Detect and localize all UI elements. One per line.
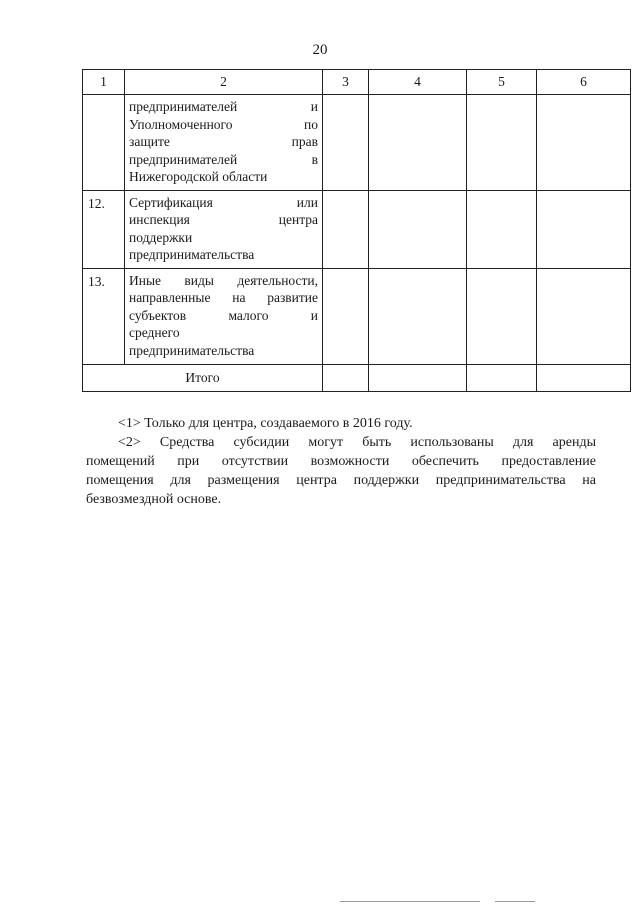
- header-cell: 1: [83, 70, 125, 95]
- value-cell: [323, 190, 369, 268]
- table-header-row: [83, 70, 631, 95]
- value-cell: [537, 190, 631, 268]
- footnote-line: <2> Средства субсидии могут быть использованы для аренды: [118, 435, 596, 450]
- row-description: [125, 95, 323, 191]
- page-number: 20: [312, 42, 328, 58]
- value-cell: [467, 268, 537, 364]
- header-cell: 6: [537, 70, 631, 95]
- value-cell: [467, 95, 537, 191]
- description-line: поддержки: [129, 229, 193, 245]
- header-cell: 2: [125, 70, 323, 95]
- value-cell: [369, 364, 467, 391]
- value-cell: [323, 364, 369, 391]
- value-cell: [537, 95, 631, 191]
- total-label: Итого: [83, 364, 323, 391]
- footnotes: [86, 414, 596, 509]
- description-line: субъектов малого и: [129, 307, 318, 323]
- table-row: [83, 268, 631, 364]
- description-line: предпринимательства: [129, 247, 255, 262]
- footnote-2: [86, 433, 596, 509]
- description-line: предпринимателей в: [129, 151, 318, 167]
- row-number: 12.: [83, 190, 125, 268]
- table-total-row: [83, 364, 631, 391]
- header-cell: 4: [369, 70, 467, 95]
- description-line: предпринимательства: [129, 342, 255, 358]
- description-line: среднего: [129, 325, 180, 340]
- value-cell: [467, 190, 537, 268]
- footnote-line: помещений при отсутствии возможности обеспечить предоставление: [86, 454, 596, 469]
- footnote-line: помещения для размещения центра поддержки предпринимательства на: [86, 473, 596, 488]
- header-cell: 3: [323, 70, 369, 95]
- value-cell: [369, 190, 467, 268]
- value-cell: [369, 95, 467, 191]
- description-line: Уполномоченного по: [129, 116, 318, 132]
- value-cell: [537, 268, 631, 364]
- value-cell: [537, 364, 631, 391]
- row-number: [83, 95, 125, 191]
- value-cell: [369, 268, 467, 364]
- scan-artifact: [340, 901, 480, 902]
- row-number: 13.: [83, 268, 125, 364]
- scan-artifact: [495, 901, 535, 902]
- description-line: Нижегородской области: [129, 169, 268, 184]
- description-line: инспекция центра: [129, 212, 318, 227]
- description-line: Сертификация или: [129, 194, 318, 210]
- description-line: направленные на развитие: [129, 290, 318, 305]
- table-row: [83, 190, 631, 268]
- description-line: Иные виды деятельности,: [129, 272, 318, 288]
- footnote-1: <1> Только для центра, создаваемого в 2016 году.: [118, 416, 413, 431]
- footnote-line: безвозмездной основе.: [86, 492, 222, 507]
- header-cell: 5: [467, 70, 537, 95]
- value-cell: [467, 364, 537, 391]
- table-row: [83, 95, 631, 191]
- description-line: предпринимателей и: [129, 99, 318, 114]
- value-cell: [323, 95, 369, 191]
- row-description: [125, 268, 323, 364]
- value-cell: [323, 268, 369, 364]
- description-line: защите прав: [129, 134, 318, 149]
- row-description: [125, 190, 323, 268]
- budget-table: [82, 69, 631, 392]
